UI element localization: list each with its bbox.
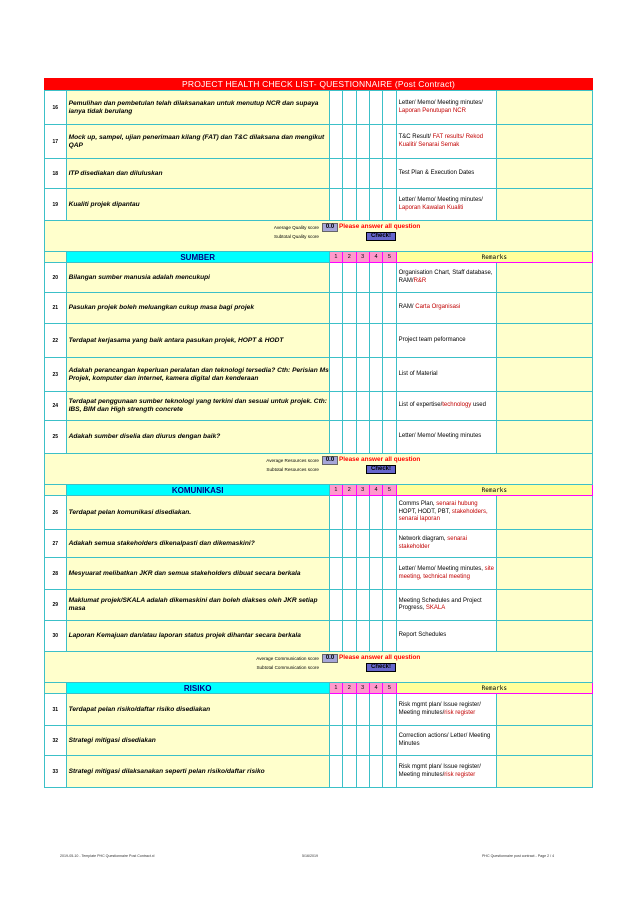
score-cell[interactable] bbox=[383, 694, 396, 726]
remarks-text: RAM/ bbox=[398, 304, 416, 311]
score-cell[interactable] bbox=[329, 496, 342, 530]
remarks-text: R&R bbox=[413, 277, 427, 284]
check-button[interactable]: Check! bbox=[366, 465, 396, 474]
remarks-cell bbox=[396, 263, 497, 293]
remarks-text: used bbox=[471, 402, 486, 409]
scale-label: 2 bbox=[343, 485, 356, 496]
score-cell[interactable] bbox=[356, 189, 369, 221]
score-cell[interactable] bbox=[369, 358, 382, 392]
subtotal-score-label: Subtotal Communication score bbox=[256, 665, 319, 670]
question-number: 27 bbox=[45, 530, 67, 558]
score-cell[interactable] bbox=[369, 496, 382, 530]
remarks-text: Laporan Kawalan Kualiti bbox=[398, 204, 464, 211]
score-cell[interactable] bbox=[383, 392, 396, 421]
footer-file: 2019-05-10 - Template PHC Questionnaire Post Contract.xl bbox=[60, 854, 155, 858]
score-cell[interactable] bbox=[383, 189, 396, 221]
question-text: ITP disediakan dan diluluskan bbox=[66, 159, 329, 189]
score-cell[interactable] bbox=[329, 694, 342, 726]
scale-label: 3 bbox=[356, 485, 369, 496]
question-row bbox=[45, 421, 593, 454]
average-score-label: Average Communication score bbox=[256, 656, 319, 661]
score-summary bbox=[45, 221, 593, 252]
section-title: RISIKO bbox=[66, 683, 329, 694]
remarks-cell bbox=[396, 159, 497, 189]
remarks-text: Risk mgmt plan/ Issue register/ Meeting minutes/ bbox=[398, 764, 481, 778]
score-cell[interactable] bbox=[383, 756, 396, 788]
remarks-cell bbox=[396, 125, 497, 159]
question-number: 19 bbox=[45, 189, 67, 221]
answer-warning: Please answer all question bbox=[339, 456, 421, 463]
question-number: 33 bbox=[45, 756, 67, 788]
score-cell[interactable] bbox=[369, 530, 382, 558]
score-cell[interactable] bbox=[356, 324, 369, 358]
question-text: Maklumat projek/SKALA adalah dikemaskini dan boleh diakses oleh JKR setiap masa bbox=[66, 590, 329, 621]
score-cell[interactable] bbox=[329, 189, 342, 221]
question-number: 21 bbox=[45, 293, 67, 324]
score-cell[interactable] bbox=[329, 726, 342, 756]
notes-cell[interactable] bbox=[497, 263, 593, 293]
question-number: 17 bbox=[45, 125, 67, 159]
scale-label: 3 bbox=[356, 683, 369, 694]
remarks-text: technology bbox=[442, 402, 472, 409]
remarks-text: Network diagram, bbox=[398, 536, 448, 542]
score-cell[interactable] bbox=[356, 621, 369, 652]
notes-cell[interactable] bbox=[497, 726, 593, 756]
score-cell[interactable] bbox=[329, 159, 342, 189]
notes-cell[interactable] bbox=[497, 621, 593, 652]
score-cell[interactable] bbox=[329, 324, 342, 358]
question-text: Mesyuarat melibatkan JKR dan semua stakeholders dibuat secara berkala bbox=[66, 558, 329, 590]
question-row bbox=[45, 496, 593, 530]
score-cell[interactable] bbox=[383, 558, 396, 590]
score-cell[interactable] bbox=[329, 293, 342, 324]
question-number: 23 bbox=[45, 358, 67, 392]
score-cell[interactable] bbox=[343, 530, 356, 558]
scale-label: 2 bbox=[343, 252, 356, 263]
remarks-text: Laporan Penutupan NCR bbox=[398, 107, 466, 114]
score-cell[interactable] bbox=[343, 694, 356, 726]
score-cell[interactable] bbox=[356, 756, 369, 788]
question-text: Pemulihan dan pembetulan telah dilaksanakan untuk menutup NCR dan supaya ianya tidak berulang bbox=[66, 91, 329, 125]
score-cell[interactable] bbox=[369, 189, 382, 221]
checklist-sheet bbox=[44, 78, 593, 788]
score-cell[interactable] bbox=[356, 159, 369, 189]
question-row bbox=[45, 392, 593, 421]
notes-cell[interactable] bbox=[497, 159, 593, 189]
score-cell[interactable] bbox=[383, 91, 396, 125]
score-cell[interactable] bbox=[369, 293, 382, 324]
score-cell[interactable] bbox=[383, 421, 396, 454]
notes-cell[interactable] bbox=[497, 324, 593, 358]
question-row bbox=[45, 558, 593, 590]
score-cell[interactable] bbox=[369, 590, 382, 621]
question-text: Adakah sumber diselia dan diurus dengan baik? bbox=[66, 421, 329, 454]
average-score-value: 0.0 bbox=[322, 654, 338, 663]
score-cell[interactable] bbox=[369, 421, 382, 454]
notes-cell[interactable] bbox=[497, 694, 593, 726]
score-cell[interactable] bbox=[343, 358, 356, 392]
question-number: 26 bbox=[45, 496, 67, 530]
score-cell[interactable] bbox=[383, 293, 396, 324]
question-row bbox=[45, 590, 593, 621]
remarks-text: Risk mgmt plan/ Issue register/ Meeting minutes/ bbox=[398, 702, 481, 716]
question-text: Strategi mitigasi disediakan bbox=[66, 726, 329, 756]
check-button[interactable]: Check! bbox=[366, 663, 396, 672]
question-row bbox=[45, 756, 593, 788]
score-cell[interactable] bbox=[356, 590, 369, 621]
question-text: Adakah semua stakeholders dikenalpasti dan dikemaskini? bbox=[66, 530, 329, 558]
average-score-value: 0.0 bbox=[322, 223, 338, 232]
question-number: 31 bbox=[45, 694, 67, 726]
notes-cell[interactable] bbox=[497, 358, 593, 392]
question-row bbox=[45, 324, 593, 358]
question-row bbox=[45, 726, 593, 756]
notes-cell[interactable] bbox=[497, 590, 593, 621]
score-cell[interactable] bbox=[329, 263, 342, 293]
average-score-label: Average Quality score bbox=[273, 225, 319, 230]
remarks-text: SKALA bbox=[425, 605, 446, 611]
score-cell[interactable] bbox=[369, 263, 382, 293]
score-cell[interactable] bbox=[369, 558, 382, 590]
remarks-text: site meeting, technical meeting bbox=[398, 566, 494, 580]
score-cell[interactable] bbox=[369, 694, 382, 726]
remarks-cell bbox=[396, 621, 497, 652]
answer-warning: Please answer all question bbox=[339, 223, 421, 230]
remarks-text: Report Schedules bbox=[398, 632, 447, 639]
score-cell[interactable] bbox=[369, 324, 382, 358]
section-header-sumber bbox=[45, 252, 593, 263]
score-cell[interactable] bbox=[329, 421, 342, 454]
question-row bbox=[45, 694, 593, 726]
remarks-text: Meeting Schedules and Project Progress, bbox=[398, 597, 482, 611]
question-row bbox=[45, 159, 593, 189]
score-cell[interactable] bbox=[383, 159, 396, 189]
notes-cell[interactable] bbox=[497, 558, 593, 590]
score-cell[interactable] bbox=[383, 496, 396, 530]
score-cell[interactable] bbox=[383, 125, 396, 159]
score-cell[interactable] bbox=[329, 358, 342, 392]
question-number: 18 bbox=[45, 159, 67, 189]
notes-cell[interactable] bbox=[497, 496, 593, 530]
question-text: Bilangan sumber manusia adalah mencukupi bbox=[66, 263, 329, 293]
score-summary bbox=[45, 652, 593, 683]
question-row bbox=[45, 621, 593, 652]
score-cell[interactable] bbox=[356, 263, 369, 293]
score-cell[interactable] bbox=[343, 726, 356, 756]
question-text: Strategi mitigasi dilaksanakan seperti pelan risiko/daftar risiko bbox=[66, 756, 329, 788]
score-cell[interactable] bbox=[369, 125, 382, 159]
remarks-text: List of expertise/ bbox=[398, 402, 443, 409]
score-cell[interactable] bbox=[343, 293, 356, 324]
remarks-cell bbox=[396, 694, 497, 726]
remarks-header: Remarks bbox=[396, 252, 592, 263]
remarks-cell bbox=[396, 558, 497, 590]
score-cell[interactable] bbox=[343, 189, 356, 221]
notes-cell[interactable] bbox=[497, 189, 593, 221]
remarks-cell bbox=[396, 324, 497, 358]
question-text: Kualiti projek dipantau bbox=[66, 189, 329, 221]
score-cell[interactable] bbox=[329, 590, 342, 621]
question-row bbox=[45, 189, 593, 221]
scale-label: 5 bbox=[383, 252, 396, 263]
score-cell[interactable] bbox=[383, 324, 396, 358]
footer-page: PHC Questionnaire post contract - Page 2 / 4 bbox=[482, 854, 555, 858]
remarks-text: HOPT, HODT, PBT, bbox=[398, 508, 452, 515]
score-cell[interactable] bbox=[356, 496, 369, 530]
subtotal-score-label: Subtotal Resources score bbox=[266, 467, 319, 472]
score-cell[interactable] bbox=[369, 621, 382, 652]
score-cell[interactable] bbox=[369, 392, 382, 421]
remarks-cell bbox=[396, 496, 497, 530]
question-row bbox=[45, 263, 593, 293]
notes-cell[interactable] bbox=[497, 756, 593, 788]
question-number: 20 bbox=[45, 263, 67, 293]
remarks-text: stakeholders, senarai laporan bbox=[398, 508, 488, 523]
score-cell[interactable] bbox=[383, 358, 396, 392]
score-cell[interactable] bbox=[383, 263, 396, 293]
check-button[interactable]: Check! bbox=[366, 232, 396, 241]
score-cell[interactable] bbox=[343, 421, 356, 454]
section-header-risiko bbox=[45, 683, 593, 694]
remarks-text: Letter/ Memo/ Meeting minutes/ bbox=[398, 100, 483, 106]
score-cell[interactable] bbox=[356, 91, 369, 125]
notes-cell[interactable] bbox=[497, 293, 593, 324]
score-cell[interactable] bbox=[329, 558, 342, 590]
question-number: 25 bbox=[45, 421, 67, 454]
subtotal-score-label: Subtotal Quality score bbox=[274, 234, 319, 239]
remarks-text: T&C Result/ bbox=[398, 134, 433, 140]
question-number: 30 bbox=[45, 621, 67, 652]
remarks-cell bbox=[396, 358, 497, 392]
score-cell[interactable] bbox=[356, 421, 369, 454]
question-text: Terdapat pelan komunikasi disediakan. bbox=[66, 496, 329, 530]
score-cell[interactable] bbox=[343, 558, 356, 590]
scale-label: 1 bbox=[329, 252, 342, 263]
remarks-text: senarai hubung bbox=[436, 501, 478, 508]
scale-label: 4 bbox=[369, 683, 382, 694]
remarks-text: Comms Plan, bbox=[398, 501, 437, 508]
section-title: SUMBER bbox=[66, 252, 329, 263]
notes-cell[interactable] bbox=[497, 421, 593, 454]
remarks-text: List of Material bbox=[398, 370, 438, 377]
question-text: Adakah perancangan keperluan peralatan dan teknologi tersedia? Cth: Perisian Ms Projek, komputer dan internet, kamera digital dan kenderaan bbox=[66, 358, 329, 392]
score-cell[interactable] bbox=[329, 530, 342, 558]
scale-label: 4 bbox=[369, 485, 382, 496]
remarks-cell bbox=[396, 392, 497, 421]
score-cell[interactable] bbox=[356, 392, 369, 421]
scale-label: 5 bbox=[383, 485, 396, 496]
section-title: KOMUNIKASI bbox=[66, 485, 329, 496]
score-cell[interactable] bbox=[329, 125, 342, 159]
score-cell[interactable] bbox=[356, 530, 369, 558]
score-cell[interactable] bbox=[329, 756, 342, 788]
question-row bbox=[45, 125, 593, 159]
score-cell[interactable] bbox=[369, 726, 382, 756]
score-cell[interactable] bbox=[369, 91, 382, 125]
question-text: Laporan Kemajuan dan/atau laporan status projek dihantar secara berkala bbox=[66, 621, 329, 652]
score-cell[interactable] bbox=[356, 293, 369, 324]
score-cell[interactable] bbox=[343, 91, 356, 125]
question-text: Mock up, sampel, ujian penerimaan kilang (FAT) dan T&C dilaksana dan mengikut QAP bbox=[66, 125, 329, 159]
remarks-text: risk register bbox=[444, 709, 476, 716]
notes-cell[interactable] bbox=[497, 125, 593, 159]
remarks-header: Remarks bbox=[396, 485, 592, 496]
question-row bbox=[45, 530, 593, 558]
question-number: 32 bbox=[45, 726, 67, 756]
scale-label: 3 bbox=[356, 252, 369, 263]
remarks-cell bbox=[396, 189, 497, 221]
remarks-cell bbox=[396, 756, 497, 788]
score-cell[interactable] bbox=[343, 159, 356, 189]
score-cell[interactable] bbox=[343, 590, 356, 621]
score-cell[interactable] bbox=[329, 621, 342, 652]
question-row bbox=[45, 91, 593, 125]
score-cell[interactable] bbox=[383, 530, 396, 558]
score-cell[interactable] bbox=[356, 726, 369, 756]
answer-warning: Please answer all question bbox=[339, 654, 421, 661]
score-cell[interactable] bbox=[356, 125, 369, 159]
question-number: 28 bbox=[45, 558, 67, 590]
remarks-cell bbox=[396, 293, 497, 324]
score-cell[interactable] bbox=[356, 558, 369, 590]
score-cell[interactable] bbox=[343, 621, 356, 652]
question-text: Terdapat kerjasama yang baik antara pasukan projek, HOPT & HODT bbox=[66, 324, 329, 358]
score-cell[interactable] bbox=[329, 91, 342, 125]
question-text: Pasukan projek boleh meluangkan cukup masa bagi projek bbox=[66, 293, 329, 324]
question-number: 24 bbox=[45, 392, 67, 421]
scale-label: 4 bbox=[369, 252, 382, 263]
remarks-text: FAT results/ Rekod Kualiti/ Senarai Semak bbox=[398, 134, 484, 148]
score-cell[interactable] bbox=[343, 263, 356, 293]
score-cell[interactable] bbox=[369, 159, 382, 189]
question-number: 16 bbox=[45, 91, 67, 125]
remarks-text: Letter/ Memo/ Meeting minutes/ bbox=[398, 197, 483, 203]
remarks-text: risk register bbox=[444, 771, 476, 778]
scale-label: 1 bbox=[329, 485, 342, 496]
average-score-label: Average Resources score bbox=[266, 458, 319, 463]
scale-label: 1 bbox=[329, 683, 342, 694]
remarks-text: Project team peformance bbox=[398, 336, 466, 343]
remarks-text: Organisation Chart, Staff database, RAM/ bbox=[398, 270, 493, 284]
remarks-cell bbox=[396, 530, 497, 558]
notes-cell[interactable] bbox=[497, 530, 593, 558]
question-text: Terdapat penggunaan sumber teknologi yang terkini dan sesuai untuk projek. Cth: IBS, BIM dan High strength concrete bbox=[66, 392, 329, 421]
remarks-text: Letter/ Memo/ Meeting minutes bbox=[398, 433, 482, 440]
notes-cell[interactable] bbox=[497, 91, 593, 125]
remarks-text: Letter/ Memo/ Meeting minutes, bbox=[398, 566, 485, 572]
score-cell[interactable] bbox=[356, 358, 369, 392]
score-cell[interactable] bbox=[343, 392, 356, 421]
checklist-title: PROJECT HEALTH CHECK LIST- QUESTIONNAIRE (Post Contract) bbox=[44, 78, 593, 90]
score-cell[interactable] bbox=[383, 726, 396, 756]
scale-label: 2 bbox=[343, 683, 356, 694]
remarks-text: Carta Organisasi bbox=[415, 304, 461, 311]
question-row bbox=[45, 293, 593, 324]
remarks-cell bbox=[396, 590, 497, 621]
score-summary bbox=[45, 454, 593, 485]
checklist-table bbox=[44, 90, 593, 788]
remarks-cell bbox=[396, 91, 497, 125]
remarks-text: senarai stakeholder bbox=[398, 536, 467, 550]
score-cell[interactable] bbox=[383, 621, 396, 652]
score-cell[interactable] bbox=[329, 392, 342, 421]
score-cell[interactable] bbox=[343, 496, 356, 530]
question-row bbox=[45, 358, 593, 392]
average-score-value: 0.0 bbox=[322, 456, 338, 465]
section-header-komunikasi bbox=[45, 485, 593, 496]
remarks-cell bbox=[396, 421, 497, 454]
score-cell[interactable] bbox=[343, 125, 356, 159]
score-cell[interactable] bbox=[343, 324, 356, 358]
remarks-text: Correction actions/ Letter/ Meeting Minutes bbox=[398, 733, 491, 747]
score-cell[interactable] bbox=[383, 590, 396, 621]
score-cell[interactable] bbox=[369, 756, 382, 788]
question-text: Terdapat pelan risiko/daftar risiko disediakan bbox=[66, 694, 329, 726]
remarks-text: Test Plan & Execution Dates bbox=[398, 169, 475, 176]
question-number: 29 bbox=[45, 590, 67, 621]
scale-label: 5 bbox=[383, 683, 396, 694]
score-cell[interactable] bbox=[356, 694, 369, 726]
question-number: 22 bbox=[45, 324, 67, 358]
footer-date: 5/16/2019 bbox=[302, 854, 318, 858]
score-cell[interactable] bbox=[343, 756, 356, 788]
remarks-cell bbox=[396, 726, 497, 756]
remarks-header: Remarks bbox=[396, 683, 592, 694]
notes-cell[interactable] bbox=[497, 392, 593, 421]
